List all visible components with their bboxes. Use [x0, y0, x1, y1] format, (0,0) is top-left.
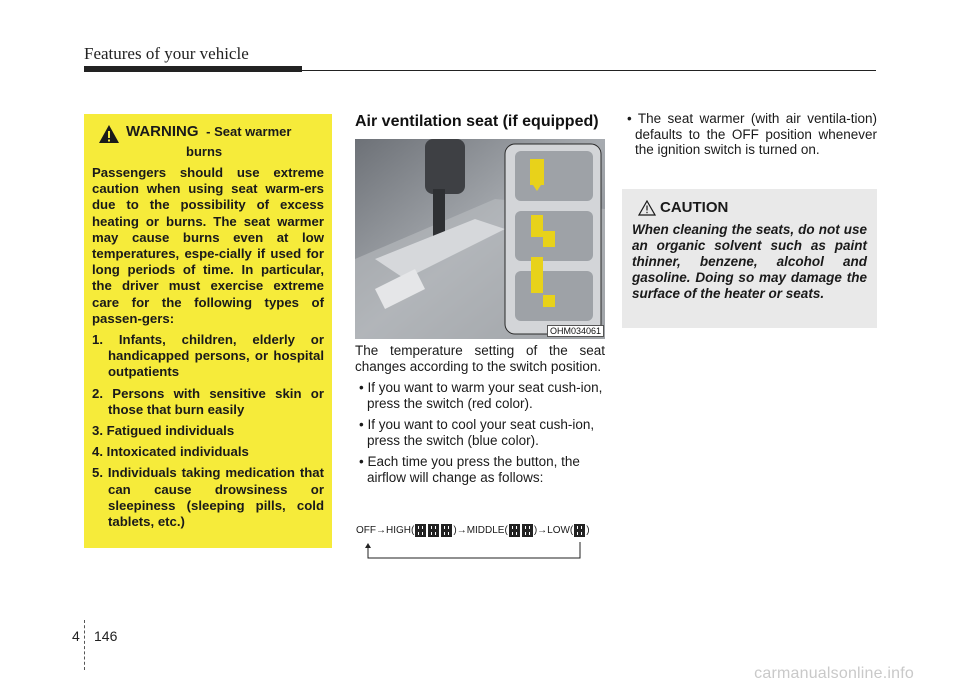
page-number: 146: [94, 628, 118, 644]
warning-subtitle: - Seat warmer: [206, 124, 292, 139]
warning-intro: Passengers should use extreme caution when using seat warm-ers due to the possibility of excess heating or burns. The seat warmer may cause burns even at low temperatures, espe-cially if used for long periods of time. In particular, the driver must exercise extreme care for the following types of passen-gers:: [92, 165, 324, 326]
flow-off: OFF: [356, 525, 376, 536]
arrow-right-icon: →: [376, 525, 386, 536]
level-bar-icon: [522, 524, 533, 537]
bullet-item: • If you want to cool your seat cush-ion, press the switch (blue color).: [359, 417, 595, 448]
section-body: [355, 343, 605, 491]
caution-body: When cleaning the seats, do not use an organic solvent such as paint thinner, benzene, alcohol and gasoline. Doing so may damage the surface of the heater or seats.: [632, 222, 867, 301]
warning-list-item: 1. Infants, children, elderly or handicapped persons, or hospital outpatients: [92, 332, 324, 380]
chapter-number: 4: [72, 628, 80, 644]
header-rule: [302, 70, 876, 71]
caution-label: CAUTION: [660, 199, 729, 216]
warning-list-item: 2. Persons with sensitive skin or those that burn easily: [92, 385, 324, 417]
watermark: carmanualsonline.info: [754, 665, 914, 682]
bullet-item: • If you want to warm your seat cush-ion, press the switch (red color).: [359, 380, 603, 411]
section-bullets: [355, 380, 605, 485]
arrow-right-icon: →: [537, 525, 548, 536]
flow-high: HIGH(: [386, 525, 415, 536]
level-bar-icon: [574, 524, 585, 537]
flow-close: ): [453, 525, 457, 536]
level-bar-icon: [415, 524, 426, 537]
level-bar-icon: [509, 524, 520, 537]
flow-low: LOW(: [547, 525, 574, 536]
bullet-item: • Each time you press the button, the airflow will change as follows:: [359, 454, 580, 485]
return-arrow-icon: [356, 542, 586, 564]
image-code: OHM034061: [547, 325, 604, 337]
warning-label: WARNING: [126, 123, 199, 140]
bullet-item: • The seat warmer (with air ventila-tion) defaults to the OFF position whenever the ignition switch is turned on.: [627, 111, 877, 157]
airflow-sequence: [356, 524, 606, 568]
warning-heading: [98, 124, 324, 144]
flow-close: ): [533, 525, 538, 536]
console-photo: [355, 139, 605, 339]
caution-heading: [638, 199, 867, 216]
console-illustration: [355, 139, 605, 339]
section-paragraph: The temperature setting of the seat changes according to the switch position.: [355, 343, 605, 374]
warning-list-item: 4. Intoxicated individuals: [92, 444, 249, 460]
flow-middle: MIDDLE(: [466, 525, 508, 536]
level-bar-icon: [428, 524, 439, 537]
caution-triangle-icon: [638, 200, 656, 216]
header-title: Features of your vehicle: [84, 44, 249, 63]
section-title: Air ventilation seat (if equipped): [355, 113, 599, 130]
flow-close: ): [586, 525, 590, 536]
warning-triangle-icon: [98, 124, 120, 144]
warning-list: [92, 332, 324, 530]
arrow-right-icon: →: [456, 525, 467, 536]
level-bar-icon: [441, 524, 452, 537]
warning-list-item: 5. Individuals taking medication that can cause drowsiness or sleepiness (sleeping pills, cold tablets, etc.): [92, 465, 324, 530]
warning-box: [84, 114, 332, 548]
header-bar: [84, 66, 302, 72]
warning-list-item: 3. Fatigued individuals: [92, 423, 235, 439]
airflow-line: [356, 524, 606, 537]
caution-box: [622, 189, 877, 328]
warning-subtitle-line2: burns: [186, 144, 223, 159]
right-column: [623, 111, 877, 158]
page-divider: [84, 620, 85, 670]
